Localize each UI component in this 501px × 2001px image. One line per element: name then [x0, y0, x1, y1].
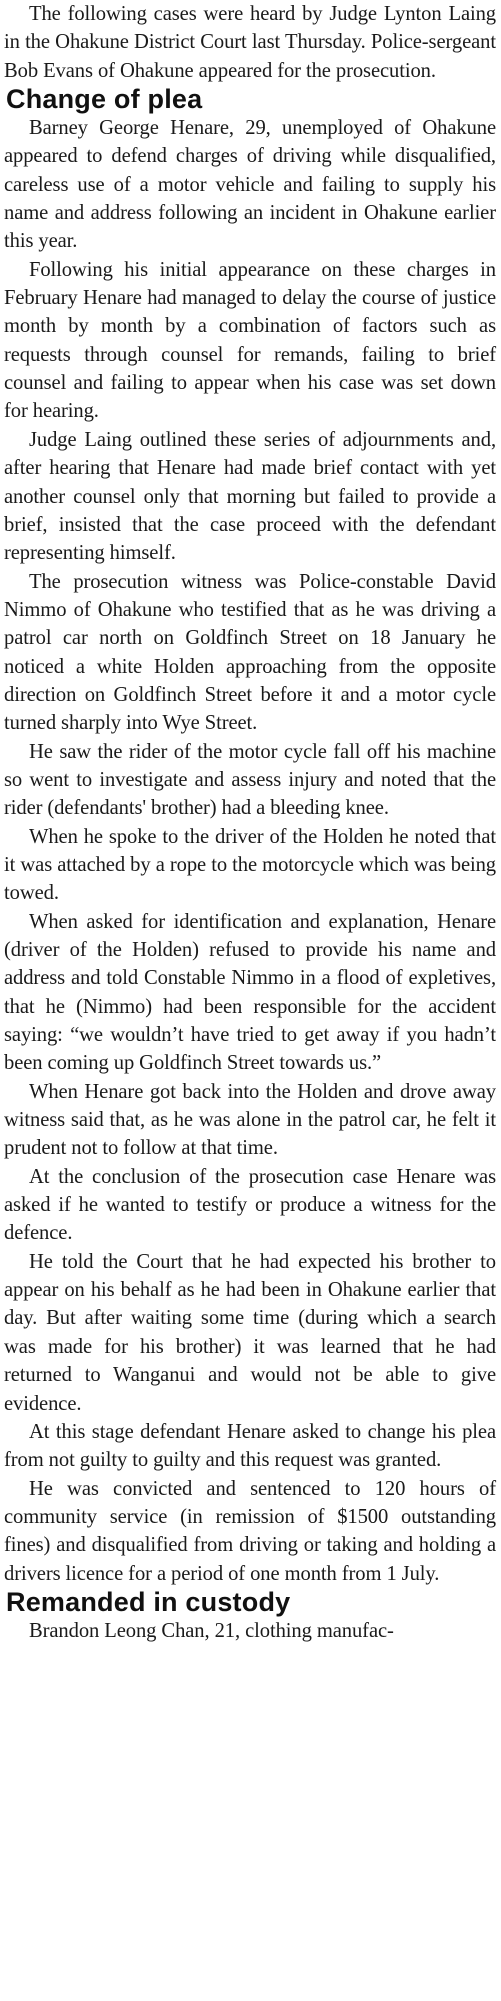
body-paragraph: Barney George Henare, 29, unemployed of Ohakune appeared to defend charges of driving while disqualified, careless use of a motor vehicle and failing to supply his name and address following an incident in Ohakune earlier this year. — [4, 117, 496, 253]
body-paragraph: He saw the rider of the motor cycle fall off his machine so went to investigate and assess injury and noted that the rider (defendants' brother) had a bleeding knee. — [4, 740, 496, 820]
body-paragraph: The prosecution witness was Police-constable David Nimmo of Ohakune who testified that as he was driving a patrol car north on Goldfinch Street on 18 January he noticed a white Holden approaching from the opposite direction on Goldfinch Street before it and a motor cycle turned sharply into Wye Street. — [4, 570, 496, 735]
body-paragraph: At the conclusion of the prosecution case Henare was asked if he wanted to testify or produce a witness for the defence. — [4, 1165, 496, 1245]
body-paragraph: He was convicted and sentenced to 120 hours of community service (in remission of $1500 outstanding fines) and disqualified from driving or taking and holding a drivers licence for a period of one month from 1 July. — [4, 1477, 496, 1585]
section-heading-change-of-plea: Change of plea — [6, 84, 203, 115]
body-paragraph: When asked for identification and explanation, Henare (driver of the Holden) refused to provide his name and address and told Constable Nimmo in a flood of expletives, that he (Nimmo) had been responsible for the accident saying: “we wouldn’t have tried to get away if you hadn’t been coming up Goldfinch Street towards us.” — [4, 910, 496, 1075]
body-paragraph: At this stage defendant Henare asked to change his plea from not guilty to guilty and this request was granted. — [4, 1420, 496, 1472]
body-paragraph: He told the Court that he had expected his brother to appear on his behalf as he had been in Ohakune earlier that day. But after waiting some time (during which a search was made for his brother) it was learned that he had returned to Wanganui and would not be able to give evidence. — [4, 1250, 496, 1415]
intro-paragraph: The following cases were heard by Judge Lynton Laing in the Ohakune District Court last Thursday. Police-sergeant Bob Evans of Ohakune appeared for the prosecution. — [4, 3, 496, 82]
body-paragraph: Following his initial appearance on these charges in February Henare had managed to delay the course of justice month by month by a combination of factors such as requests through counsel for remands, failing to brief counsel and failing to appear when his case was set down for hearing. — [4, 258, 496, 423]
section-heading-remanded-in-custody: Remanded in custody — [6, 1586, 291, 1617]
body-paragraph: Judge Laing outlined these series of adjournments and, after hearing that Henare had made brief contact with yet another counsel only that morning but failed to provide a brief, insisted that the case proceed with the defendant representing himself. — [4, 428, 496, 565]
body-paragraph: When he spoke to the driver of the Holden he noted that it was attached by a rope to the motorcycle which was being towed. — [4, 825, 496, 905]
news-column — [4, 0, 496, 1645]
body-paragraph: Brandon Leong Chan, 21, clothing manufac- — [29, 1619, 394, 1642]
body-paragraph: When Henare got back into the Holden and drove away witness said that, as he was alone in the patrol car, he felt it prudent not to follow at that time. — [4, 1080, 496, 1160]
